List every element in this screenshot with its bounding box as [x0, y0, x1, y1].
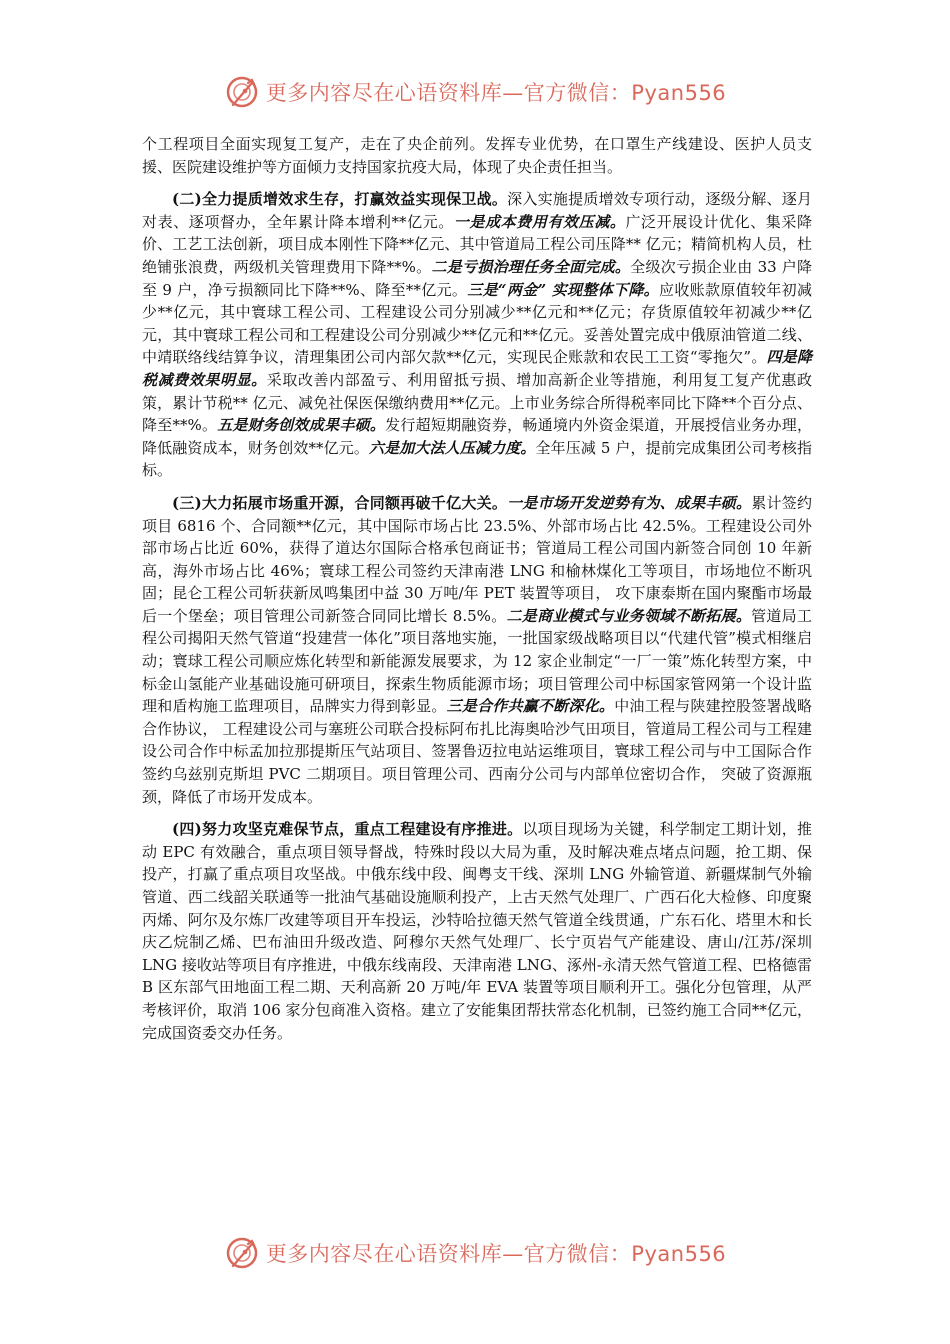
- body-paragraph: [142, 492, 812, 808]
- paragraph-text: 全年压减 5 户，提前完成集团公司考核指标。: [142, 438, 812, 480]
- brand-logo-icon: [224, 1235, 260, 1271]
- body-paragraph: [142, 818, 812, 1044]
- paragraph-text: 采取改善内部盈亏、利用留抵亏损、增加高新企业等措施，利用复工复产优惠政策，累计节税** 亿元、减免社保医保缴纳费用**亿元。上市业务综合所得税率同比下降**个百分点、降至**%。: [142, 370, 812, 435]
- paragraph-text: 广泛开展设计优化、集采降价、工艺工法创新，项目成本刚性下降**亿元、其中管道局工程公司压降** 亿元；精简机构人员，杜绝铺张浪费，两级机关管理费用下降**%。: [142, 212, 812, 276]
- body-paragraph: [142, 133, 812, 178]
- footer-banner-text: 更多内容尽在心语资料库—官方微信：Pyan556: [265, 1242, 727, 1266]
- section-heading: (三)大力拓展市场重开源，合同额再破千亿大关。: [172, 493, 508, 512]
- paragraph-text: 应收账款原值较年初减少**亿元，其中寰球工程公司、工程建设公司分别减少**亿元和**亿元；存货原值较年初减少**亿元，其中寰球工程公司和工程建设公司分别减少**亿元和**亿元。妥善处置完成中俄原油管道二线、中靖联络线结算争议，清理集团公司内部欠款**亿元，实现民企账款和农民工工资“零拖欠”。: [142, 280, 812, 367]
- document-body: [142, 133, 812, 1054]
- key-point: 三是“两金” 实现整体下降。: [467, 280, 660, 299]
- key-point: 三是合作共赢不断深化。: [446, 697, 615, 716]
- paragraph-text: 深入实施提质增效专项行动，逐级分解、逐月对表、逐项督办，全年累计降本增利**亿元。: [142, 190, 812, 231]
- paragraph-text: 管道局工程公司揭阳天然气管道“投建营一体化”项目落地实施，一批国家级战略项目以“代建代管”模式相继启动；寰球工程公司顺应炼化转型和新能源发展要求，为 12 家企业制定“一厂一策”炼化转型方案，中标金山氢能产业基础设施可研项目，探索生物质能源市场；项目管理公司中标国家管网第一个设计监理和盾构施工监理项目，品牌实力得到彰显。: [142, 606, 812, 716]
- paragraph-text: 发行超短期融资券，畅通境内外资金渠道，开展授信业务办理，降低融资成本，财务创效**亿元。: [142, 416, 812, 457]
- key-point: 二是商业模式与业务领域不断拓展。: [506, 606, 752, 625]
- section-heading: (四)努力攻坚克难保节点，重点工程建设有序推进。: [172, 820, 523, 839]
- paragraph-text: 累计签约项目 6816 个、合同额**亿元，其中国际市场占比 23.5%、外部市场占比 42.5%。工程建设公司外部市场占比近 60%，获得了道达尔国际合格承包商证书；管道局工程公司国内新签合同创 10 年新高，海外市场占比 46%；寰球工程公司签约天津南港 LNG 和榆林煤化工等项目，市场地位不断巩固；昆仑工程公司斩获新凤鸣集团中益 30 万吨/年 PET 装置等项目， 攻下康泰斯在国内聚酯市场最后一个堡垒；项目管理公司新签合同同比增长 8.5%。: [142, 493, 812, 625]
- paragraph-text: 以项目现场为关键，科学制定工期计划，推动 EPC 有效融合，重点项目领导督战，特殊时段以大局为重，及时解决难点堵点问题，抢工期、保投产，打赢了重点项目攻坚战。中俄东线中段、闽粤支干线、深圳 LNG 外输管道、新疆煤制气外输管道、西二线韶关联通等一批油气基础设施顺利投产，上古天然气处理厂、广西石化大检修、印度聚丙烯、阿尔及尔炼厂改建等项目开车投运，沙特哈拉德天然气管道全线贯通，广东石化、塔里木和长庆乙烷制乙烯、巴布油田升级改造、阿穆尔天然气处理厂、长宁页岩气产能建设、唐山/江苏/深圳 LNG 接收站等项目有序推进，中俄东线南段、天津南港 LNG、涿州-永清天然气管道工程、巴格德雷 B 区东部气田地面工程二期、天利高新 20 万吨/年 EVA 装置等项目顺利开工。强化分包管理，从严考核评价，取消 106 家分包商准入资格。建立了安能集团帮扶常态化机制，已签约施工合同**亿元，完成国资委交办任务。: [142, 820, 812, 1042]
- key-point: 五是财务创效成果丰硕。: [217, 416, 386, 435]
- key-point: 四是降税减费效果明显。: [142, 348, 812, 389]
- footer-banner: [0, 1233, 950, 1273]
- key-point: 一是成本费用有效压减。: [453, 212, 626, 231]
- key-point: 六是加大法人压减力度。: [369, 438, 536, 457]
- key-point: 二是亏损治理任务全面完成。: [431, 257, 631, 276]
- section-heading: (二)全力提质增效求生存，打赢效益实现保卫战。: [172, 190, 508, 209]
- paragraph-text: 个工程项目全面实现复工复产，走在了央企前列。发挥专业优势，在口罩生产线建设、医护人员支援、医院建设维护等方面倾力支持国家抗疫大局，体现了央企责任担当。: [142, 135, 812, 176]
- header-banner-text: 更多内容尽在心语资料库—官方微信：Pyan556: [265, 81, 727, 105]
- brand-logo-icon: [224, 74, 260, 110]
- key-point: 一是市场开发逆势有为、成果丰硕。: [507, 493, 752, 512]
- paragraph-text: 全级次亏损企业由 33 户降至 9 户，净亏损额同比下降**%、降至**亿元。: [142, 257, 812, 299]
- paragraph-text: 中油工程与陕建控股签署战略合作协议， 工程建设公司与塞班公司联合投标阿布扎比海奥哈沙气田项目，管道局工程公司与工程建设公司合作中标孟加拉那提斯压气站项目、签署鲁迈拉电站运维项目，寰球工程公司与中工国际合作签约乌兹别克斯坦 PVC 二期项目。项目管理公司、西南分公司与内部单位密切合作， 突破了资源瓶颈，降低了市场开发成本。: [142, 697, 812, 806]
- header-banner: [0, 72, 950, 112]
- body-paragraph: [142, 188, 812, 482]
